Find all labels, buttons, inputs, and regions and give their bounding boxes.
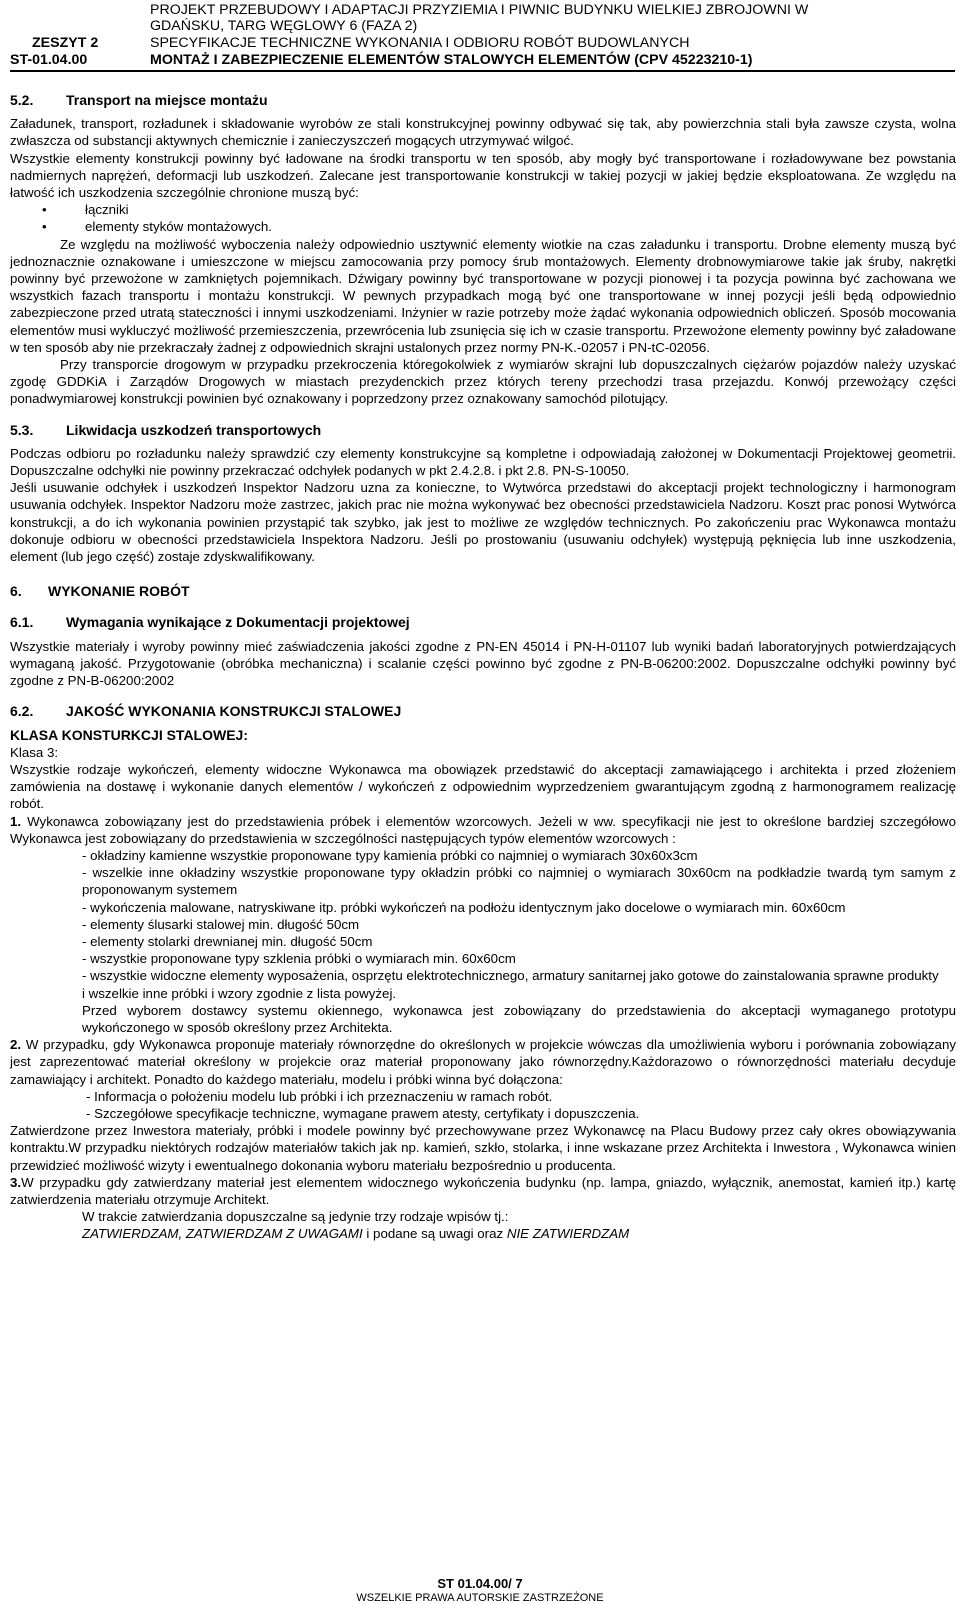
list-item: • łączniki [10, 201, 956, 218]
section-number: 6. [10, 583, 22, 600]
list-item: i wszelkie inne próbki i wzory zgodnie z lista powyżej. [82, 985, 397, 1001]
paragraph: Wszystkie elementy konstrukcji powinny być ładowane na środki transportu w ten sposób, aby mogły być transportowane i rozładowywane bez powstania nadmiernych naprężeń, deformacji lub uszkodzeń. Zalecane jest transportowanie konstrukcji w takiej pozycji w jakiej będzie eksploatowana. Ze względu na łatwość ich uszkodzenia szczególnie chronione muszą być: [10, 150, 956, 201]
list-item: - elementy stolarki drewnianej min. długość 50cm [82, 933, 373, 949]
numbered-item-3 [10, 1174, 956, 1208]
section-5-3-heading [10, 422, 956, 439]
section-title: Likwidacja uszkodzeń transportowych [66, 421, 322, 438]
item-text: W przypadku gdy zatwierdzany materiał jest elementem widocznego wykończenia budynku (np. lampa, gniazdo, wyłącznik, anemostat, kamień itp.) kartę zatwierdzenia materiału otrzymuje Architekt. [10, 1174, 956, 1207]
page-header [10, 2, 955, 72]
section-title: Transport na miejsce montażu [66, 92, 268, 108]
paragraph: Zatwierdzone przez Inwestora materiały, próbki i modele powinny być przechowywane przez Wykonawcę na Placu Budowy przez cały okres obowiązywania kontraktu.W przypadku niektórych rodzajów materiałów takich jak np. kamień, szkło, stolarka, i inne wskazane przez Architekta i Inwestora , Wykonawca winien przewidzieć możliwość wizyty i ewentualnego dokonania wyboru materiału bezpośrednio u producenta. [10, 1123, 956, 1173]
paragraph: Załadunek, transport, rozładunek i składowanie wyrobów ze stali konstrukcyjnej powinny odbywać się tak, aby powierzchnia stali była zawsze czysta, wolna zwłaszcza od substancji aktywnych chemicznie i zanieczyszczeń mogących utrzymywać wilgoć. [10, 116, 956, 149]
section-number: 6.1. [10, 614, 34, 631]
section-5-2-heading [10, 92, 956, 109]
approval-option-reject: NIE ZATWIERDZAM [506, 1226, 630, 1242]
header-specification-line: SPECYFIKACJE TECHNICZNE WYKONANIA I ODBIORU ROBÓT BUDOWLANYCH [150, 35, 690, 51]
paragraph: W trakcie zatwierdzania dopuszczalne są jedynie trzy rodzaje wpisów tj.: [82, 1209, 509, 1225]
section-title: WYKONANIE ROBÓT [48, 583, 190, 600]
header-section-title: MONTAŻ I ZABEZPIECZENIE ELEMENTÓW STALOWYCH ELEMENTÓW (CPV 45223210-1) [150, 52, 753, 68]
section-number: 5.3. [10, 421, 34, 438]
paragraph: Wszystkie rodzaje wykończeń, elementy widoczne Wykonawca ma obowiązek przedstawić do akceptacji zamawiającego i architekta i przed złożeniem zamówienia na dostawę i wykonanie danych elementów / wykończeń z odpowiednim wyprzedzeniem gwarantującym zgodną z harmonogramem realizację robót. [10, 761, 956, 812]
list-item: - elementy ślusarki stalowej min. długość 50cm [82, 916, 360, 932]
steel-class-heading: KLASA KONSTURKCJI STALOWEJ: [10, 726, 248, 743]
section-number: 5.2. [10, 92, 34, 108]
section-title: JAKOŚĆ WYKONANIA KONSTRUKCJI STALOWEJ [66, 703, 402, 720]
page-number: ST 01.04.00/ 7 [437, 1576, 523, 1591]
numbered-item-1 [10, 813, 956, 847]
item-number: 2. [10, 1037, 22, 1053]
section-6-2-heading [10, 703, 956, 720]
list-item: Przed wyborem dostawcy systemu okiennego, wykonawca jest zobowiązany do przedstawienia do akceptacji wymaganego prototypu wykończonego w sposób określony przez Architekta. [82, 1002, 956, 1035]
section-title: Wymagania wynikające z Dokumentacji projektowej [66, 614, 410, 631]
list-item: - wszystkie widoczne elementy wyposażenia, osprzętu elektrotechnicznego, armatury sanitarnej jako gotowe do zainstalowania sprawne produkty [82, 968, 939, 984]
item-text: W przypadku, gdy Wykonawca proponuje materiały równorzędne do określonych w projekcie wówczas dla umożliwienia wyboru i porównania zobowiązany jest zaprezentować materiał określony w projekcie oraz materiał proponowany jako równorzędny.Każdorazowo o równorzędności materiału decyduje zamawiający i architekt. Ponadto do każdego materiału, modelu i próbki winna być dołączona: [10, 1037, 956, 1087]
header-zeszyt: ZESZYT 2 [32, 35, 99, 51]
paragraph: Wszystkie materiały i wyroby powinny mieć zaświadczenia jakości zgodne z PN-EN 45014 i PN-H-01107 lub wyniki badań laboratoryjnych potwierdzających wymaganą jakość. Przygotowanie (obróbka mechaniczna) i scalanie części powinno być zgodne z PN-B-06200:2002. Dopuszczalne odchyłki powinny być zgodne z PN-B-06200:2002 [10, 638, 956, 689]
copyright-notice: WSZELKIE PRAWA AUTORSKIE ZASTRZEŻONE [356, 1592, 604, 1604]
section-6-1-heading [10, 614, 956, 631]
paragraph: Przy transporcie drogowym w przypadku przekroczenia któregokolwiek z wymiarów skrajni lub dopuszczalnych ciężarów pojazdów należy uzyskać zgodę GDDKiA i Zarządów Drogowych w miastach prezydenckich przez których tereny przechodzi trasa przejazdu. Konwój przewożący części ponadwymiarowej konstrukcji powinien być oznakowany i poprzedzony przez oznakowany samochód pilotujący. [10, 357, 956, 407]
approval-option-approve: ZATWIERDZAM, ZATWIERDZAM Z UWAGAMI [82, 1226, 363, 1242]
approval-connector: i podane są uwagi oraz [362, 1226, 507, 1242]
paragraph: Ze względu na możliwość wyboczenia należy odpowiednio usztywnić elementy wiotkie na czas załadunku i transportu. Drobne elementy muszą być jednoznacznie oznakowane i umieszczone w miejscu zamocowania przy pomocy śrub montażowych. Elementy drobnowymiarowe takie jak śruby, nakrętki powinny być przewożone w zamkniętych pojemnikach. Dźwigary powinny być transportowane w pozycji pionowej i ta pozycja powinna być zachowana we wszystkich fazach transportu i montażu konstrukcji. W pewnych przypadkach mogą być one transportowane w innej pozycji jeśli będą odpowiednio zabezpieczone przed utratą stateczności i innymi uszkodzeniami. Inżynier w razie potrzeby może żądać wykonania odpowiednich obliczeń. Sposób mocowania elementów musi wykluczyć możliwość przemieszczenia, przewrócenia lub zsunięcia się ich w czasie transportu. Przewożone elementy powinny być załadowane w ten sposób aby nie przekraczały żadnej z odpowiednich skrajni ustalonych przez normy PN-K.-02057 i PN-tC-02056. [10, 236, 956, 355]
header-project-line-1: PROJEKT PRZEBUDOWY I ADAPTACJI PRZYZIEMIA I PIWNIC BUDYNKU WIELKIEJ ZBROJOWNI W [150, 2, 809, 18]
header-code: ST-01.04.00 [10, 52, 88, 68]
item-text: Wykonawca zobowiązany jest do przedstawienia próbek i elementów wzorcowych. Jeżeli w ww. specyfikacji nie jest to określone bardziej szczegółowo Wykonawca jest zobowiązany do przedstawienia w szczególności następujących typów elementów wzorcowych : [10, 813, 956, 846]
paragraph: Podczas odbioru po rozładunku należy sprawdzić czy elementy konstrukcyjne są kompletne i odpowiadają założonej w Dokumentacji Projektowej geometrii. Dopuszczalne odchyłki nie powinny przekraczać odchyłek podanych w pkt 2.4.2.8. i pkt 2.8. PN-S-10050. [10, 445, 956, 479]
list-item: - wszystkie proponowane typy szklenia próbki o wymiarach min. 60x60cm [82, 951, 516, 967]
list-item: - Informacja o położeniu modelu lub próbki i ich przeznaczeniu w ramach robót. [86, 1088, 553, 1104]
item-number: 1. [10, 813, 22, 829]
list-item: - Szczegółowe specyfikacje techniczne, wymagane prawem atesty, certyfikaty i dopuszczenia. [86, 1105, 640, 1121]
list-item: - okładziny kamienne wszystkie proponowane typy kamienia próbki co najmniej o wymiarach 30x60x3cm [82, 847, 698, 863]
paragraph: Jeśli usuwanie odchyłek i uszkodzeń Inspektor Nadzoru uzna za konieczne, to Wytwórca przedstawi do akceptacji projekt technologiczny i harmonogram usuwania odchyłek. Inspektor Nadzoru może zastrzec, jakich prac nie można wykonywać bez obecności przedstawiciela Nadzoru. Koszt prac ponosi Wytwórca konstrukcji, a do ich wykonania powinien przystąpić tak szybko, jak jest to możliwe ze względów technicznych. Po zakończeniu prac Wykonawca montażu dokonuje odbioru w obecności przedstawiciela Inspektora Nadzoru. Jeśli po prostowaniu (usuwaniu odchyłek) występują pęknięcia lub inne uszkodzenia, element (lub jego część) zostaje zdyskwalifikowany. [10, 480, 956, 565]
list-item: • elementy styków montażowych. [10, 218, 956, 235]
document-body [10, 92, 956, 1243]
numbered-item-2 [10, 1036, 956, 1088]
header-project-line-2: GDAŃSKU, TARG WĘGLOWY 6 (FAZA 2) [150, 18, 418, 34]
approval-options [10, 1225, 956, 1242]
section-number: 6.2. [10, 703, 34, 720]
class-label: Klasa 3: [10, 744, 59, 760]
item-number: 3. [10, 1174, 22, 1190]
section-6-heading [10, 583, 956, 600]
list-item: - wykończenia malowane, natryskiwane itp. próbki wykończeń na podłożu identycznym jako docelowe o wymiarach min. 60x60cm [82, 899, 846, 915]
list-item: - wszelkie inne okładziny wszystkie proponowane typy okładzin próbki co najmniej o wymiarach 30x60cm na podkładzie twardą tym samym z proponowanym systemem [82, 865, 956, 898]
